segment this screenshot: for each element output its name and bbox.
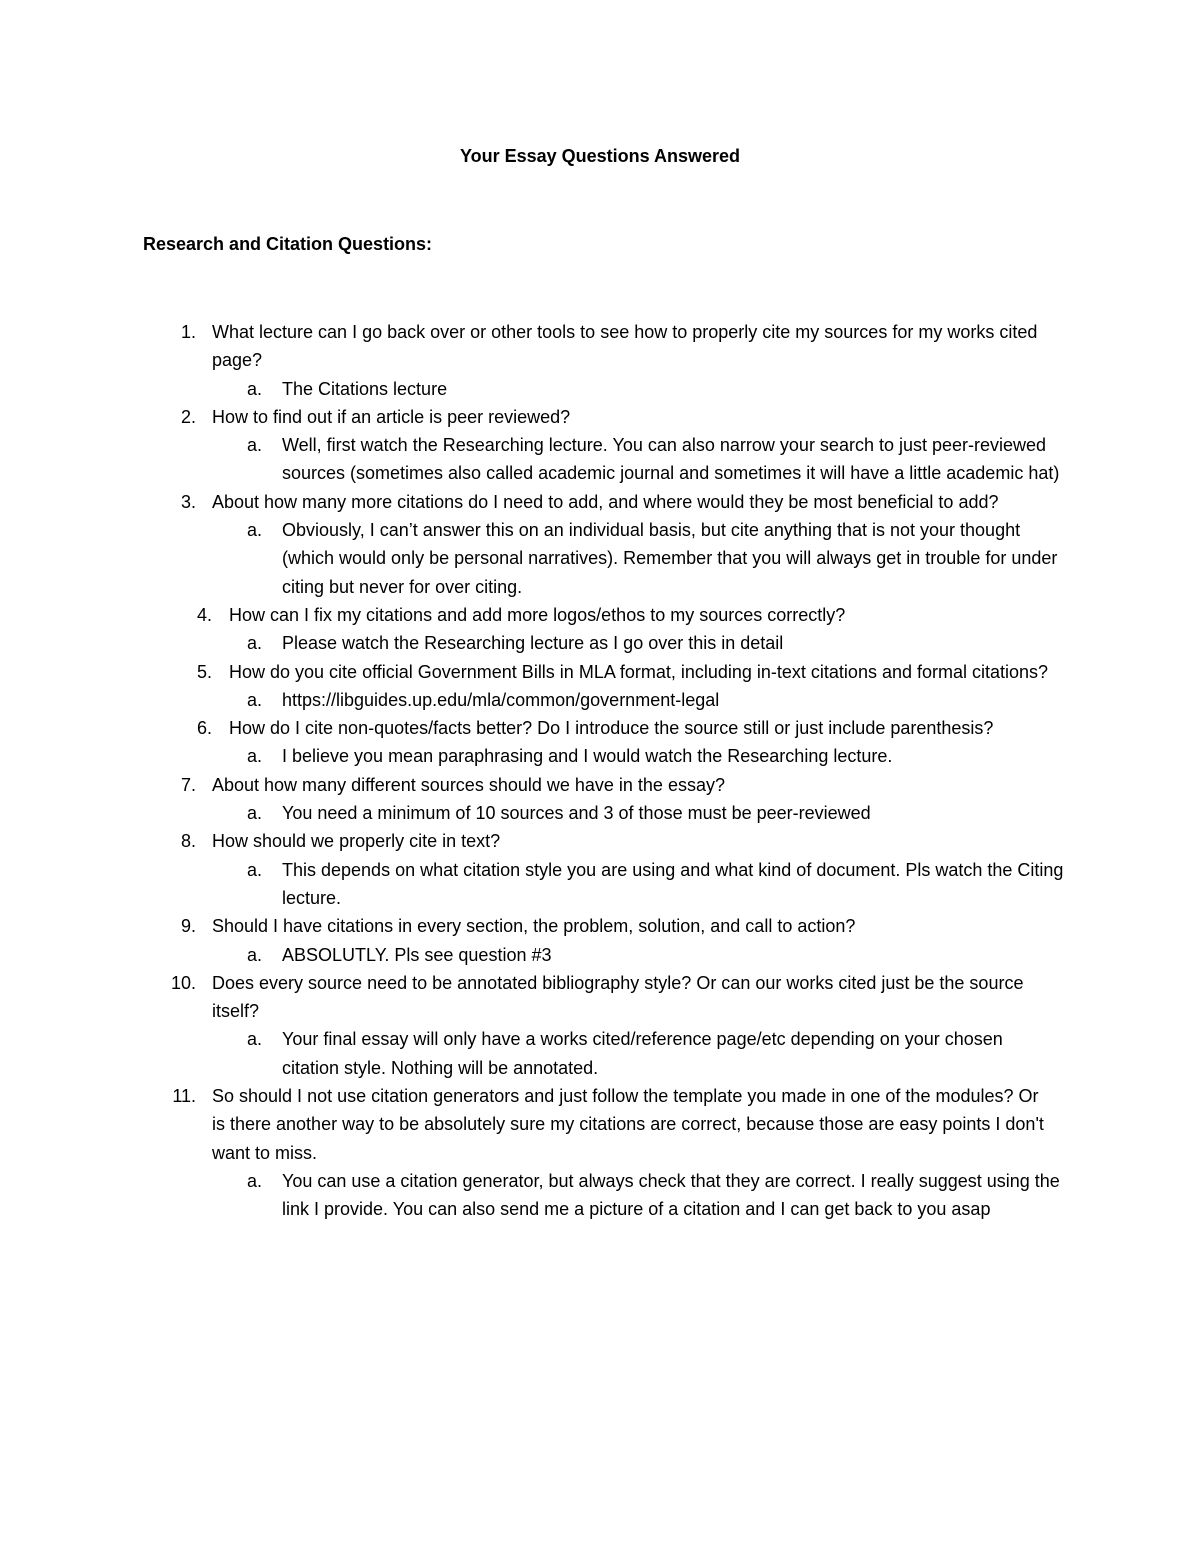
- question-number: 3.: [180, 491, 196, 512]
- question-text: How do you cite official Government Bills in MLA format, including in-text citations and formal citations?: [229, 661, 1049, 682]
- question-item: [0, 912, 1200, 969]
- answer-text: I believe you mean paraphrasing and I would watch the Researching lecture.: [282, 746, 893, 767]
- answer-item: [0, 742, 1200, 770]
- question-text: Does every source need to be annotated bibliography style? Or can our works cited just be the source itself?: [212, 972, 1024, 1022]
- question-text: So should I not use citation generators and just follow the template you made in one of the modules? Or is there another way to be absolutely sure my citations are correct, because those are easy points I don't want to miss.: [212, 1086, 1044, 1163]
- question-text: About how many different sources should we have in the essay?: [212, 774, 725, 795]
- answer-letter: a.: [247, 378, 263, 399]
- question-number: 8.: [180, 831, 196, 852]
- answer-text: https://libguides.up.edu/mla/common/government-legal: [282, 689, 720, 710]
- answer-text: The Citations lecture: [282, 378, 448, 399]
- answer-letter: a.: [247, 520, 263, 541]
- answer-text: ABSOLUTLY. Pls see question #3: [282, 944, 552, 965]
- question-text: About how many more citations do I need to add, and where would they be most beneficial to add?: [212, 491, 999, 512]
- question-text: Should I have citations in every section, the problem, solution, and call to action?: [212, 916, 856, 937]
- answer-letter: a.: [247, 1029, 263, 1050]
- answer-letter: a.: [247, 944, 263, 965]
- answer-item: [0, 431, 1200, 488]
- answer-item: [0, 516, 1200, 601]
- question-text: How should we properly cite in text?: [212, 831, 501, 852]
- answer-letter: a.: [247, 803, 263, 824]
- answer-letter: a.: [247, 1170, 263, 1191]
- question-text: How to find out if an article is peer reviewed?: [212, 406, 571, 427]
- question-item: [0, 969, 1200, 1082]
- question-number: 4.: [196, 604, 212, 625]
- section-heading: Research and Citation Questions:: [143, 234, 433, 254]
- question-item: [0, 403, 1200, 488]
- answer-text: You need a minimum of 10 sources and 3 of those must be peer-reviewed: [282, 803, 871, 824]
- answer-item: [0, 799, 1200, 827]
- answer-letter: a.: [247, 633, 263, 654]
- question-text: How do I cite non-quotes/facts better? Do I introduce the source still or just include parenthesis?: [229, 718, 994, 739]
- question-text: What lecture can I go back over or other tools to see how to properly cite my sources for my works cited page?: [212, 322, 1038, 371]
- answer-item: [0, 856, 1200, 913]
- answer-item: [0, 375, 1200, 403]
- answer-text: Well, first watch the Researching lecture. You can also narrow your search to just peer-reviewed sources (sometimes also called academic journal and sometimes it will have a little academic hat): [282, 435, 1060, 484]
- question-item: [0, 318, 1200, 403]
- answer-item: [0, 941, 1200, 969]
- question-number: 7.: [180, 774, 196, 795]
- answer-text: Your final essay will only have a works cited/reference page/etc depending on your chosen citation style. Nothing will be annotated.: [282, 1029, 1003, 1078]
- question-number: 5.: [196, 661, 212, 682]
- question-number: 11.: [172, 1086, 196, 1107]
- answer-item: [0, 629, 1200, 657]
- question-item: [0, 601, 1200, 658]
- question-item: [0, 827, 1200, 912]
- question-item: [0, 1082, 1200, 1223]
- question-number: 2.: [180, 406, 196, 427]
- answer-item: [0, 1167, 1200, 1224]
- question-number: 1.: [180, 322, 196, 342]
- question-item: [0, 771, 1200, 828]
- answer-letter: a.: [247, 435, 263, 456]
- question-number: 10.: [170, 972, 196, 993]
- answer-text: You can use a citation generator, but always check that they are correct. I really suggest using the link I provide. You can also send me a picture of a citation and I can get back to you asap: [282, 1170, 1060, 1220]
- question-item: [0, 714, 1200, 771]
- answer-letter: a.: [247, 859, 263, 880]
- question-list: [0, 318, 1200, 1224]
- answer-text: Please watch the Researching lecture as I go over this in detail: [282, 633, 784, 654]
- question-number: 9.: [180, 916, 196, 937]
- question-text: How can I fix my citations and add more logos/ethos to my sources correctly?: [229, 604, 846, 625]
- answer-letter: a.: [247, 746, 263, 767]
- question-number: 6.: [196, 718, 212, 739]
- question-item: [0, 488, 1200, 601]
- answer-item: [0, 1025, 1200, 1082]
- answer-letter: a.: [247, 689, 263, 710]
- answer-text: This depends on what citation style you are using and what kind of document. Pls watch the Citing lecture.: [282, 859, 1064, 908]
- answer-text: Obviously, I can’t answer this on an individual basis, but cite anything that is not your thought (which would only be personal narratives). Remember that you will always get in trouble for under citing but never for over citing.: [282, 520, 1058, 597]
- question-item: [0, 658, 1200, 715]
- answer-item: [0, 686, 1200, 714]
- document-title: Your Essay Questions Answered: [459, 146, 741, 166]
